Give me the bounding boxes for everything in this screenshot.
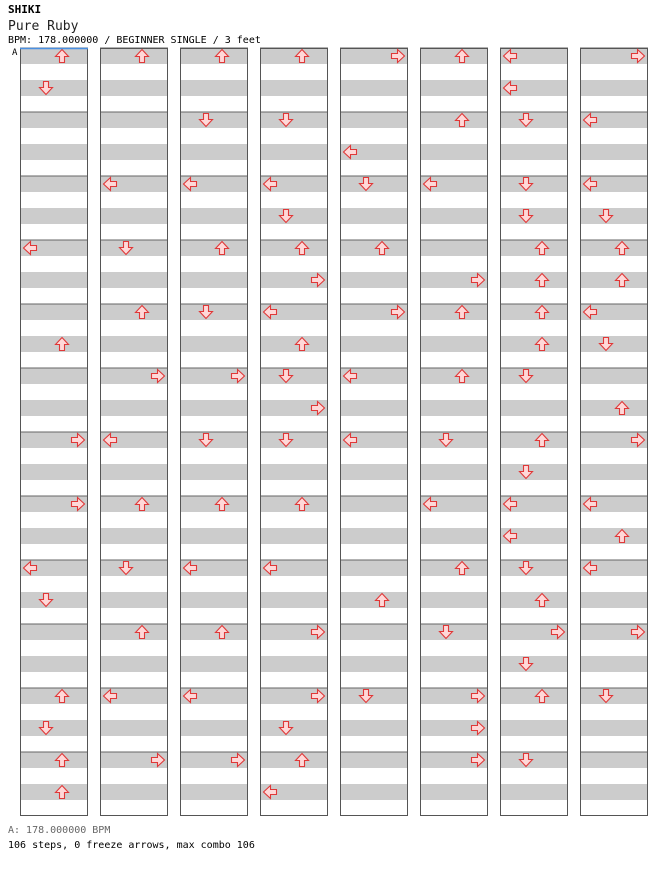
beat-stripe <box>100 80 168 96</box>
beat-stripe <box>260 496 328 512</box>
beat-stripe <box>580 784 648 800</box>
beat-stripe <box>420 368 488 384</box>
beat-stripe <box>580 720 648 736</box>
beat-stripe <box>420 400 488 416</box>
bpm-marker: A <box>12 48 18 58</box>
beat-stripe <box>500 176 568 192</box>
beat-stripe <box>20 80 88 96</box>
song-artist: SHIKI <box>8 3 42 16</box>
beat-stripe <box>340 464 408 480</box>
beat-stripe <box>340 80 408 96</box>
beat-stripe <box>20 176 88 192</box>
beat-stripe <box>500 560 568 576</box>
beat-stripe <box>20 336 88 352</box>
beat-stripe <box>20 528 88 544</box>
beat-stripe <box>100 496 168 512</box>
beat-stripe <box>180 304 248 320</box>
beat-stripe <box>420 624 488 640</box>
beat-stripe <box>420 464 488 480</box>
bpm-legend: A: 178.000000 BPM <box>8 825 111 836</box>
beat-stripe <box>500 208 568 224</box>
beat-stripe <box>100 336 168 352</box>
beat-stripe <box>20 48 88 64</box>
beat-stripe <box>420 560 488 576</box>
beat-stripe <box>420 304 488 320</box>
beat-stripe <box>500 592 568 608</box>
beat-stripe <box>100 208 168 224</box>
beat-stripe <box>100 272 168 288</box>
beat-stripe <box>340 784 408 800</box>
beat-stripe <box>500 784 568 800</box>
beat-stripe <box>500 240 568 256</box>
beat-stripe <box>100 592 168 608</box>
beat-stripe <box>100 400 168 416</box>
beat-stripe <box>180 240 248 256</box>
beat-stripe <box>580 752 648 768</box>
beat-stripe <box>580 144 648 160</box>
beat-stripe <box>260 144 328 160</box>
beat-stripe <box>340 208 408 224</box>
beat-stripe <box>420 784 488 800</box>
beat-stripe <box>180 272 248 288</box>
beat-stripe <box>260 208 328 224</box>
beat-stripe <box>500 144 568 160</box>
beat-stripe <box>340 560 408 576</box>
beat-stripe <box>580 688 648 704</box>
beat-stripe <box>180 208 248 224</box>
beat-stripe <box>100 560 168 576</box>
beat-stripe <box>500 368 568 384</box>
beat-stripe <box>580 272 648 288</box>
beat-stripe <box>580 528 648 544</box>
chart-column <box>340 48 408 816</box>
beat-stripe <box>340 176 408 192</box>
beat-stripe <box>100 48 168 64</box>
beat-stripe <box>20 688 88 704</box>
chart-stats: 106 steps, 0 freeze arrows, max combo 106 <box>8 840 255 851</box>
beat-stripe <box>20 112 88 128</box>
beat-stripe <box>500 752 568 768</box>
beat-stripe <box>180 528 248 544</box>
beat-stripe <box>340 336 408 352</box>
beat-stripe <box>340 624 408 640</box>
beat-stripe <box>420 656 488 672</box>
beat-stripe <box>100 144 168 160</box>
beat-stripe <box>100 656 168 672</box>
beat-stripe <box>500 688 568 704</box>
beat-stripe <box>20 304 88 320</box>
beat-stripe <box>500 432 568 448</box>
beat-stripe <box>260 464 328 480</box>
beat-stripe <box>340 592 408 608</box>
beat-stripe <box>260 720 328 736</box>
song-title: Pure Ruby <box>8 19 79 34</box>
beat-stripe <box>420 208 488 224</box>
beat-stripe <box>180 336 248 352</box>
chart-column <box>420 48 488 816</box>
chart-column <box>580 48 648 816</box>
beat-stripe <box>580 336 648 352</box>
beat-stripe <box>100 528 168 544</box>
beat-stripe <box>260 656 328 672</box>
beat-stripe <box>420 592 488 608</box>
chart-column <box>20 48 88 816</box>
beat-stripe <box>340 688 408 704</box>
beat-stripe <box>20 720 88 736</box>
beat-stripe <box>420 80 488 96</box>
beat-stripe <box>260 80 328 96</box>
beat-stripe <box>180 112 248 128</box>
beat-stripe <box>180 432 248 448</box>
beat-stripe <box>340 240 408 256</box>
beat-stripe <box>260 592 328 608</box>
beat-stripe <box>260 112 328 128</box>
beat-stripe <box>100 112 168 128</box>
beat-stripe <box>180 784 248 800</box>
beat-stripe <box>340 272 408 288</box>
beat-stripe <box>500 272 568 288</box>
beat-stripe <box>100 464 168 480</box>
chart-column <box>100 48 168 816</box>
beat-stripe <box>580 400 648 416</box>
beat-stripe <box>180 624 248 640</box>
beat-stripe <box>20 592 88 608</box>
beat-stripe <box>580 240 648 256</box>
beat-stripe <box>340 656 408 672</box>
beat-stripe <box>180 656 248 672</box>
beat-stripe <box>420 528 488 544</box>
beat-stripe <box>260 48 328 64</box>
beat-stripe <box>420 336 488 352</box>
beat-stripe <box>180 720 248 736</box>
beat-stripe <box>500 400 568 416</box>
beat-stripe <box>340 496 408 512</box>
beat-stripe <box>580 592 648 608</box>
beat-stripe <box>180 80 248 96</box>
beat-stripe <box>500 656 568 672</box>
beat-stripe <box>100 624 168 640</box>
chart-info: BPM: 178.000000 / BEGINNER SINGLE / 3 feet <box>8 35 261 46</box>
beat-stripe <box>340 752 408 768</box>
beat-stripe <box>420 240 488 256</box>
beat-stripe <box>100 784 168 800</box>
beat-stripe <box>20 272 88 288</box>
beat-stripe <box>180 464 248 480</box>
beat-stripe <box>340 720 408 736</box>
beat-stripe <box>580 464 648 480</box>
beat-stripe <box>20 752 88 768</box>
beat-stripe <box>180 592 248 608</box>
beat-stripe <box>500 304 568 320</box>
beat-stripe <box>20 208 88 224</box>
beat-stripe <box>260 432 328 448</box>
beat-stripe <box>100 304 168 320</box>
beat-stripe <box>340 112 408 128</box>
beat-stripe <box>180 48 248 64</box>
beat-stripe <box>180 144 248 160</box>
beat-stripe <box>180 496 248 512</box>
beat-stripe <box>20 784 88 800</box>
beat-stripe <box>20 144 88 160</box>
beat-stripe <box>20 464 88 480</box>
beat-stripe <box>580 656 648 672</box>
chart-column <box>180 48 248 816</box>
beat-stripe <box>500 336 568 352</box>
beat-stripe <box>260 528 328 544</box>
beat-stripe <box>500 720 568 736</box>
beat-stripe <box>260 368 328 384</box>
chart-column <box>260 48 328 816</box>
beat-stripe <box>500 464 568 480</box>
beat-stripe <box>20 400 88 416</box>
beat-stripe <box>420 112 488 128</box>
beat-stripe <box>420 432 488 448</box>
beat-stripe <box>340 400 408 416</box>
beat-stripe <box>580 368 648 384</box>
beat-stripe <box>500 112 568 128</box>
beat-stripe <box>180 400 248 416</box>
beat-stripe <box>260 752 328 768</box>
beat-stripe <box>20 624 88 640</box>
beat-stripe <box>100 720 168 736</box>
beat-stripe <box>20 656 88 672</box>
beat-stripe <box>100 240 168 256</box>
chart-column <box>500 48 568 816</box>
beat-stripe <box>340 528 408 544</box>
beat-stripe <box>260 240 328 256</box>
beat-stripe <box>580 80 648 96</box>
beat-stripe <box>420 48 488 64</box>
beat-stripe <box>580 208 648 224</box>
beat-stripe <box>20 368 88 384</box>
beat-stripe <box>260 336 328 352</box>
beat-stripe <box>420 144 488 160</box>
